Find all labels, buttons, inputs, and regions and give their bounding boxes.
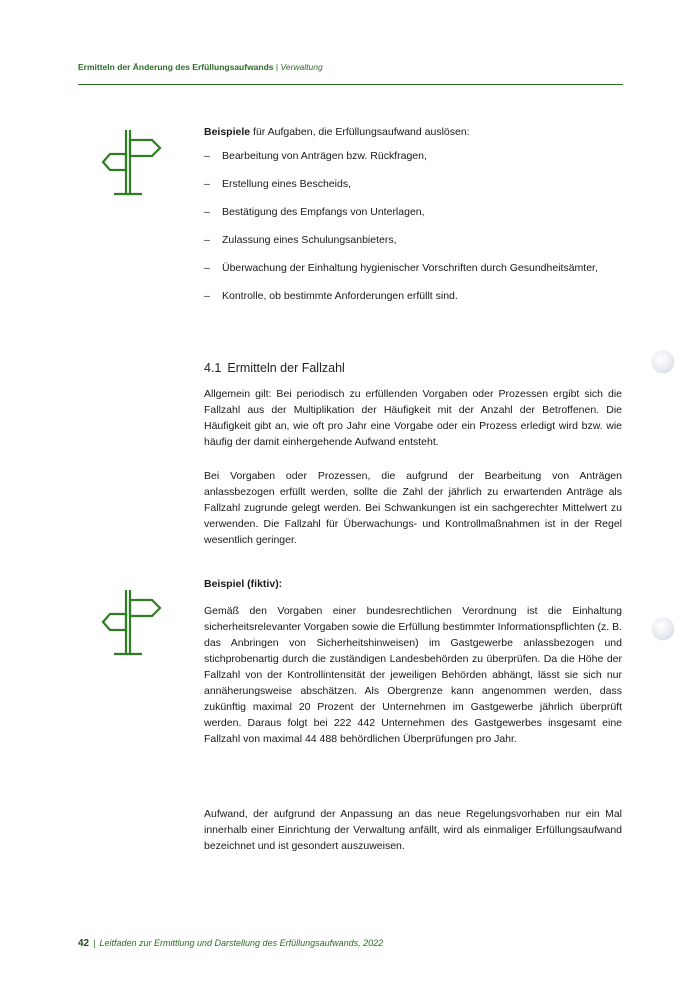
list-item: – Überwachung der Einhaltung hygienischer Vorschriften durch Gesundheitsämter, [204, 260, 622, 276]
list-item: – Zulassung eines Schulungsanbieters, [204, 232, 622, 248]
header-divider [78, 84, 623, 85]
paragraph-example: Gemäß den Vorgaben einer bundesrechtlichen Verordnung ist die Einhaltung sicherheitsrelevanter Vorgaben sowie die Erfüllung bestimmter Informationspflichten (z. B. das Anbringen von Sicherheitshinweisen) im Gastgewerbe anlassbezogen und stichprobenartig durch die zuständigen Landesbehörden zu überprüfen. Da die Höhe der Fallzahl von der Kontrollintensität der jeweiligen Behörden abhängt, lässt sie sich nur annäherungsweise abschätzen. Als Obergrenze kann angenommen werden, dass zukünftig maximal 20 Prozent der Unternehmen im Gastgewerbe jährlich überprüft werden. Daraus folgt bei 222 442 Unternehmen des Gastgewerbes insgesamt eine Fallzahl von maximal 44 488 behördlichen Überprüfungen pro Jahr. [204, 605, 622, 745]
list-item: – Kontrolle, ob bestimmte Anforderungen erfüllt sind. [204, 288, 622, 304]
section-number: 4.1 [204, 361, 222, 375]
list-item: – Erstellung eines Bescheids, [204, 176, 622, 192]
examples-lead-bold: Beispiele [204, 126, 251, 138]
binder-hole-icon [652, 351, 674, 373]
examples-lead-text: für Aufgaben, die Erfüllungsaufwand auslösen: [250, 126, 470, 138]
paragraph-one-time-effort: Aufwand, der aufgrund der Anpassung an das neue Regelungsvorhaben nur ein Mal innerhalb einer Einrichtung der Verwaltung anfällt, wird als einmaliger Erfüllungsaufwand bezeichnet und ist gesondert auszuweisen. [204, 808, 622, 852]
paragraph-applications: Bei Vorgaben oder Prozessen, die aufgrund der Bearbeitung von Anträgen anlassbezogen erfüllt werden, sollte die Zahl der jährlich zu erwartenden Anträge als Fallzahl zugrunde gelegt werden. Bei Schwankungen ist ein sachgerechter Mittelwert zu verwenden. Die Fallzahl für Überwachungs- und Kontrollmaßnahmen ist in der Regel wesentlich geringer. [204, 470, 622, 546]
header-subtitle: Verwaltung [280, 62, 323, 72]
footer-separator: | [93, 938, 96, 948]
example-heading: Beispiel (fiktiv): [204, 578, 283, 590]
list-item: – Bearbeitung von Anträgen bzw. Rückfragen, [204, 148, 622, 164]
signpost-icon [100, 128, 164, 198]
binder-hole-icon [652, 618, 674, 640]
running-footer [78, 938, 383, 949]
running-header [78, 62, 323, 72]
header-separator: | [275, 62, 279, 72]
list-item: – Bestätigung des Empfangs von Unterlagen, [204, 204, 622, 220]
paragraph-general-rule: Allgemein gilt: Bei periodisch zu erfüllenden Vorgaben oder Prozessen ergibt sich die Fallzahl aus der Multiplikation der Häufigkeit mit der Anzahl der Betroffenen. Die Häufigkeit gibt an, wie oft pro Jahr eine Vorgabe oder ein Prozess erledigt wird bzw. wie häufig der damit einhergehende Aufwand entsteht. [204, 388, 622, 448]
signpost-icon [100, 588, 164, 658]
examples-list [204, 148, 622, 304]
section-title: Ermitteln der Fallzahl [227, 361, 345, 375]
footer-title: Leitfaden zur Ermittlung und Darstellung des Erfüllungsaufwands, 2022 [99, 938, 384, 948]
examples-block [204, 124, 622, 316]
section-heading [204, 361, 345, 375]
page-number: 42 [78, 938, 90, 949]
header-title: Ermitteln der Änderung des Erfüllungsaufwands [78, 62, 274, 72]
examples-lead [204, 124, 622, 140]
